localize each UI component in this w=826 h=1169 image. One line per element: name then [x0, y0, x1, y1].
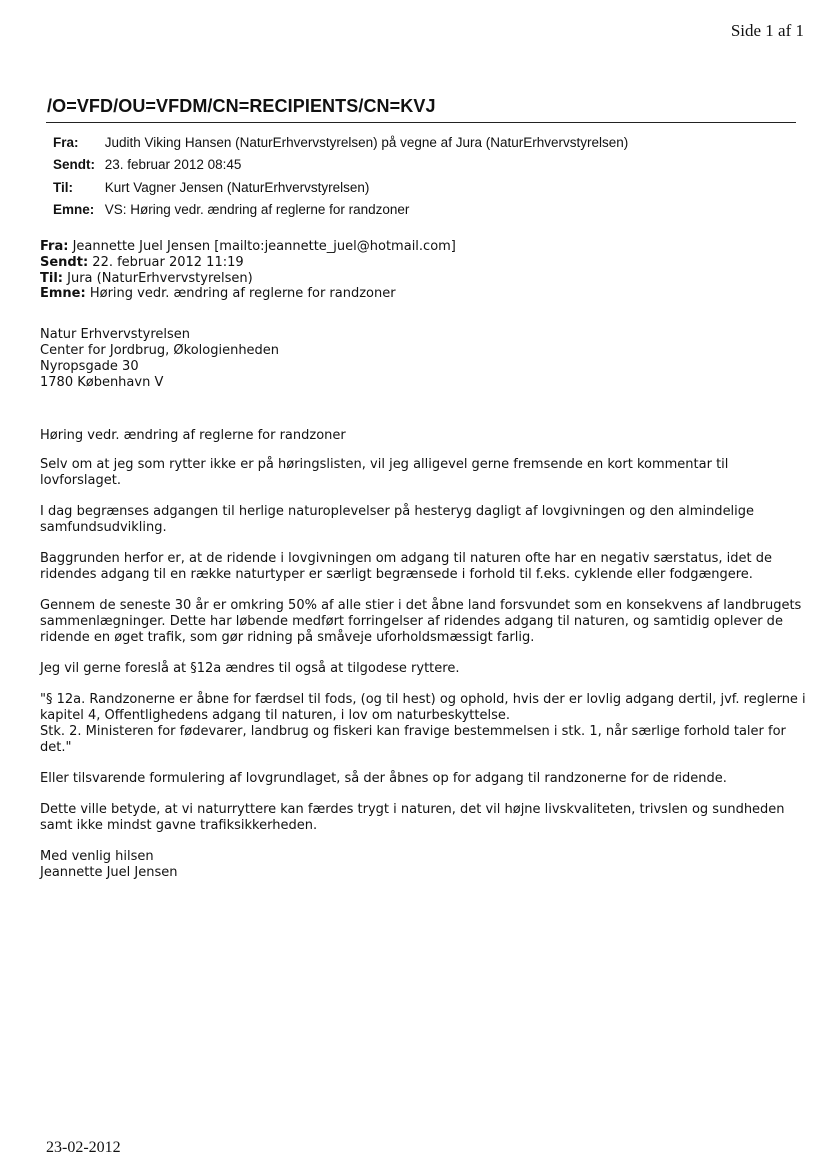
original-to-label: Til:	[40, 270, 63, 286]
address-line: Natur Erhvervstyrelsen	[40, 327, 191, 342]
subject-line: Høring vedr. ændring af reglerne for randzoner	[40, 428, 346, 443]
page-number: Side 1 af 1	[730, 21, 804, 40]
forward-sent-value: 23. februar 2012 08:45	[104, 157, 242, 173]
body-paragraph: I dag begrænses adgangen til herlige naturoplevelser på hesteryg dagligt af lovgivningen og den almindelige samfundsudvikling.	[40, 504, 755, 535]
quote-paragraph: "§ 12a. Randzonerne er åbne for færdsel til fods, (og til hest) og ophold, hvis der er lovlig adgang dertil, jvf. reglerne i kapitel 4, Offentlighedens adgang til naturen, i lov om naturbeskyttelse.	[40, 692, 806, 723]
original-sent-value: 22. februar 2012 11:19	[92, 254, 244, 270]
forward-subject-label: Emne:	[53, 201, 95, 217]
forward-to-row	[53, 177, 793, 199]
forward-to-value: Kurt Vagner Jensen (NaturErhvervstyrelsen)	[104, 179, 370, 195]
forward-subject-value: VS: Høring vedr. ændring af reglerne for randzoner	[104, 201, 410, 217]
original-to-row	[40, 271, 800, 287]
recipient-address	[40, 327, 808, 391]
original-header	[40, 239, 800, 302]
original-from-value: Jeannette Juel Jensen [mailto:jeannette_juel@hotmail.com]	[72, 239, 456, 254]
original-sent-label: Sendt:	[40, 254, 89, 270]
body-paragraph: Jeg vil gerne foreslå at §12a ændres til også at tilgodese ryttere.	[40, 661, 460, 676]
forward-from-row	[53, 132, 793, 154]
original-to-value: Jura (NaturErhvervstyrelsen)	[67, 270, 253, 286]
body-paragraph: Selv om at jeg som rytter ikke er på høringslisten, vil jeg alligevel gerne fremsende en kort kommentar til lovforslaget.	[40, 457, 729, 488]
original-from-row	[40, 239, 800, 255]
original-subject-label: Emne:	[40, 286, 86, 302]
address-line: Nyropsgade 30	[40, 359, 139, 374]
forward-subject-row	[53, 199, 793, 221]
original-subject-value: Høring vedr. ændring af reglerne for randzoner	[89, 286, 396, 302]
address-line: Center for Jordbrug, Økologienheden	[40, 343, 280, 358]
original-subject-row	[40, 286, 800, 302]
body-paragraph: Baggrunden herfor er, at de ridende i lovgivningen om adgang til naturen ofte har en negativ særstatus, idet de ridendes adgang til en række naturtyper er særligt begrænsede i forhold til f.eks. cyklende eller fodgængere.	[40, 551, 772, 582]
forward-sent-label: Sendt:	[53, 157, 95, 173]
letter-body	[40, 327, 808, 881]
forward-header	[53, 132, 793, 221]
forward-to-label: Til:	[53, 179, 73, 195]
law-quote	[40, 692, 808, 756]
header-divider	[46, 122, 796, 123]
signer-name: Jeannette Juel Jensen	[40, 865, 178, 880]
original-sent-row	[40, 255, 800, 271]
closing-greeting: Med venlig hilsen	[40, 849, 154, 864]
body-paragraph: Dette ville betyde, at vi naturryttere kan færdes trygt i naturen, det vil højne livskvaliteten, trivslen og sundheden samt ikke mindst gavne trafiksikkerheden.	[40, 802, 785, 833]
mailbox-title: /O=VFD/OU=VFDM/CN=RECIPIENTS/CN=KVJ	[47, 96, 436, 116]
body-paragraph: Gennem de seneste 30 år er omkring 50% af alle stier i det åbne land forsvundet som en konsekvens af landbrugets sammenlægninger. Dette har løbende medført forringelser af ridendes adgang til naturen, og samtidig oplever de ridende en øget trafik, som gør ridning på småveje uforholdsmæssigt farlig.	[40, 598, 802, 645]
forward-sent-row	[53, 154, 793, 176]
address-line: 1780 København V	[40, 375, 164, 390]
body-paragraph: Eller tilsvarende formulering af lovgrundlaget, så der åbnes op for adgang til randzonerne for de ridende.	[40, 771, 727, 786]
signature-block	[40, 849, 808, 881]
forward-from-value: Judith Viking Hansen (NaturErhvervstyrelsen) på vegne af Jura (NaturErhvervstyrelsen)	[104, 135, 629, 150]
original-from-label: Fra:	[40, 239, 69, 254]
footer-date: 23-02-2012	[46, 1139, 121, 1156]
forward-from-label: Fra:	[53, 135, 79, 150]
quote-paragraph: Stk. 2. Ministeren for fødevarer, landbrug og fiskeri kan fravige bestemmelsen i stk. 1, når særlige forhold taler for det."	[40, 724, 786, 755]
